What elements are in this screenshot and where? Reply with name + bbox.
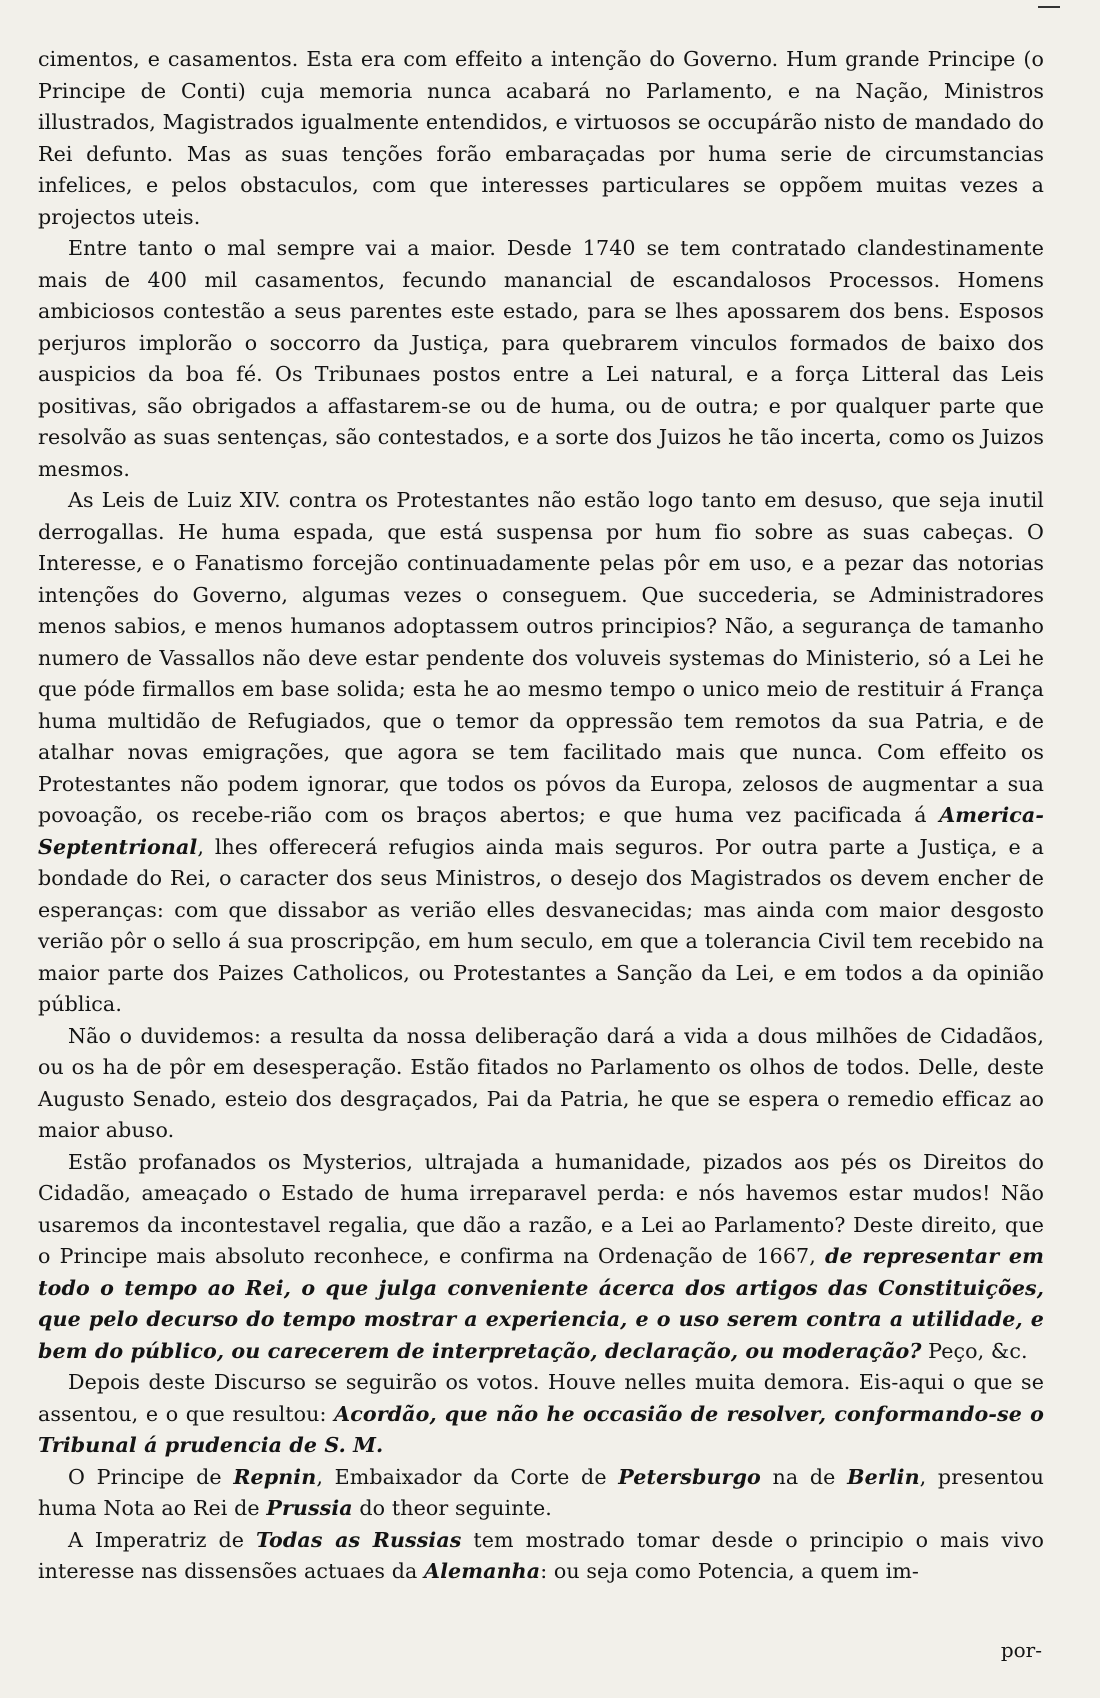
body-text (38, 44, 1044, 1588)
italic-text: de representar em todo o tempo ao Rei, o que julga conveniente ácerca dos artigos das Constituições, que pelo decurso do tempo mostrar a experiencia, e o uso serem contra a utilidade, e bem do público, ou carecerem de interpretação, declaração, ou moderação? (38, 1244, 1044, 1363)
italic-text: Prussia (266, 1496, 353, 1520)
paragraph-p6 (38, 1367, 1044, 1462)
paragraph-p5 (38, 1147, 1044, 1368)
text-run: Não o duvidemos: a resulta da nossa deliberação dará a vida a dous milhões de Cidadãos, ou os ha de pôr em desesperação. Estão fitados no Parlamento os olhos de todos. Delle, deste Augusto Senado, esteio dos desgraçados, Pai da Patria, he que se espera o remedio efficaz ao maior abuso. (38, 1023, 1044, 1142)
text-run: : ou seja como Potencia, a quem im- (540, 1559, 919, 1583)
text-run: , lhes offerecerá refugios ainda mais seguros. Por outra parte a Justiça, e a bondade do Rei, o caracter dos seus Ministros, o desejo dos Magistrados os devem encher de esperanças: com que dissabor as verião elles desvanecidas; mas ainda com maior desgosto verião pôr o sello á sua proscripção, em hum seculo, em que a tolerancia Civil tem recebido na maior parte dos Paizes Catholicos, ou Protestantes a Sanção da Lei, e em todos a da opinião pública. (38, 834, 1044, 1016)
italic-text: Repnin (233, 1464, 317, 1489)
edge-mark (1038, 6, 1060, 8)
paragraph-p8 (38, 1525, 1044, 1588)
text-run: Estão profanados os Mysterios, ultrajada a humanidade, pizados aos pés os Direitos do Cidadão, ameaçado o Estado de huma irreparavel perda: e nós havemos estar mudos! Não usaremos da incontestavel regalia, que dão a razão, e a Lei ao Parlamento? Deste direito, que o Principe mais absoluto reconhece, e confirma na Ordenação de 1667, (38, 1149, 1044, 1268)
text-run: na de (760, 1464, 848, 1489)
text-run: O Principe de (68, 1464, 234, 1489)
text-run: , Embaixador da Corte de (316, 1464, 619, 1489)
text-run: tem mostrado tomar desde o principio o mais vivo interesse nas dissensões actuaes da (38, 1527, 1044, 1583)
italic-text: Petersburgo (618, 1464, 761, 1489)
text-run: cimentos, e casamentos. Esta era com effeito a intenção do Governo. Hum grande Principe (o Principe de Conti) cuja memoria nunca acabará no Parlamento, e na Nação, Ministros illustrados, Magistrados igualmente entendidos, e virtuosos se occupárão nisto de mandado do Rei defunto. Mas as suas tenções forão embaraçadas por huma serie de circumstancias infelices, e pelos obstaculos, com que interesses particulares se oppõem muitas vezes a projectos uteis. (38, 47, 1044, 229)
italic-text: Alemanha (424, 1559, 541, 1583)
paragraph-p3 (38, 485, 1044, 1021)
italic-text: America-Septentrional (38, 803, 1044, 859)
italic-text: Todas as Russias (256, 1527, 462, 1552)
paragraph-p4 (38, 1021, 1044, 1147)
text-run: Peço, &c. (921, 1338, 1028, 1363)
italic-text: Acordão, que não he occasião de resolver, conformando-se o Tribunal á prudencia de S. M. (38, 1401, 1044, 1457)
text-run: Entre tanto o mal sempre vai a maior. Desde 1740 se tem contratado clandestinamente mais de 400 mil casamentos, fecundo manancial de escandalosos Processos. Homens ambiciosos contestão a seus parentes este estado, para se lhes apossarem dos bens. Esposos perjuros implorão o soccorro da Justiça, para quebrarem vinculos formados de baixo dos auspicios da boa fé. Os Tribunaes postos entre a Lei natural, e a força Litteral das Leis positivas, são obrigados a affastarem-se ou de huma, ou de outra; e por qualquer parte que resolvão as suas sentenças, são contestados, e a sorte dos Juizos he tão incerta, como os Juizos mesmos. (38, 236, 1044, 481)
paragraph-p1 (38, 44, 1044, 233)
text-run: As Leis de Luiz XIV. contra os Protestantes não estão logo tanto em desuso, que seja inutil derrogallas. He huma espada, que está suspensa por hum fio sobre as suas cabeças. O Interesse, e o Fanatismo forcejão continuadamente pelas pôr em uso, e a pezar das notorias intenções do Governo, algumas vezes o conseguem. Que succederia, se Administradores menos sabios, e menos humanos adoptassem outros principios? Não, a segurança de tamanho numero de Vassallos não deve estar pendente dos voluveis systemas do Ministerio, só a Lei he que póde firmallos em base solida; esta he ao mesmo tempo o unico meio de restituir á França huma multidão de Refugiados, que o temor da oppressão tem remotos da sua Patria, e de atalhar novas emigrações, que agora se tem facilitado mais que nunca. Com effeito os Protestantes não podem ignorar, que todos os póvos da Europa, zelosos de augmentar a sua povoação, os recebe-rião com os braços abertos; e que huma vez pacificada á (38, 488, 1044, 827)
text-run: , presentou huma Nota ao Rei de (38, 1464, 1044, 1520)
paragraph-p2 (38, 233, 1044, 485)
text-run: Depois deste Discurso se seguirão os votos. Houve nelles muita demora. Eis-aqui o que se assentou, e o que resultou: (38, 1370, 1044, 1426)
catchword: por- (1000, 1638, 1042, 1662)
italic-text: Berlin (847, 1464, 920, 1489)
text-run: do theor seguinte. (352, 1496, 552, 1520)
paragraph-p7 (38, 1462, 1044, 1525)
text-run: A Imperatriz de (68, 1527, 256, 1552)
